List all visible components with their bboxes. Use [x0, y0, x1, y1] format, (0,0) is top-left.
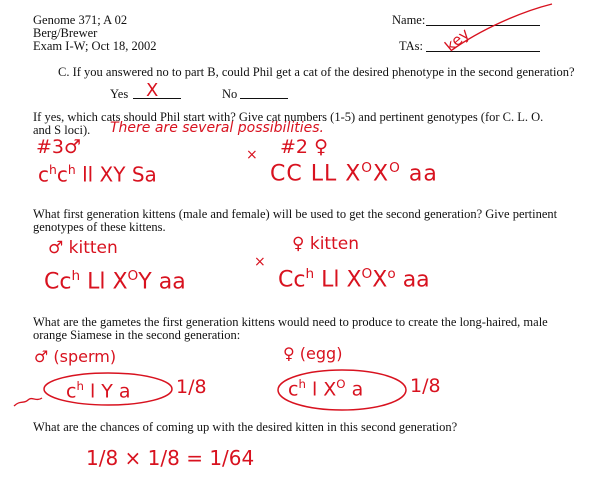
female-symbol-icon: ♀ [314, 136, 328, 158]
no-label: No [222, 87, 238, 101]
squiggle-icon [14, 398, 42, 406]
sperm-oval-icon [44, 373, 172, 405]
parents-prompt-line2: and S loci). [33, 123, 91, 137]
male-kitten-label: ♂ kitten [48, 238, 118, 258]
tas-label: TAs: [399, 39, 423, 53]
gametes-prompt-line1: What are the gametes the first generation kittens would need to produce to create the long-haired, male [33, 315, 548, 329]
male-kitten-genotype: Cc$^h$ Ll $X^OY$ aa [44, 268, 186, 295]
egg-genotype: $c^h$ l $X^O$ a [288, 377, 364, 401]
parents-prompt-line1: If yes, which cats should Phil start with? Give cat numbers (1-5) and pertinent genotypes (for C. L. O. [33, 110, 544, 124]
instructors-label: Berg/Brewer [33, 26, 98, 40]
male-parent-genotype: $c^hc^h$ ll XY Sa [38, 162, 157, 187]
female-kitten-genotype: Cc$^h$ Ll $X^OX^o$ aa [278, 266, 430, 293]
egg-oval-icon [278, 370, 406, 410]
question-c-prompt: C. If you answered no to part B, could Phil get a cat of the desired phenotype in the second generation? [58, 65, 575, 79]
female-parent-number: #2 ♀ [280, 136, 328, 158]
sperm-label: ♂ (sperm) [34, 347, 117, 366]
yes-mark: X [146, 80, 159, 101]
chance-answer: 1/8 × 1/8 = 1/64 [86, 446, 255, 470]
yes-label: Yes [110, 87, 129, 101]
several-possibilities-note: There are several possibilities. [110, 120, 324, 136]
male-parent-number: #3♂ [36, 136, 82, 158]
gametes-prompt-line2: orange Siamese in the second generation: [33, 328, 241, 342]
first-gen-prompt-line1: What first generation kittens (male and female) will be used to get the second generation? Give pertinent [33, 207, 558, 221]
exam-label: Exam I-W; Oct 18, 2002 [33, 39, 157, 53]
chance-prompt: What are the chances of coming up with the desired kitten in this second generation? [33, 420, 458, 434]
egg-probability: 1/8 [410, 375, 441, 397]
parents-cross-symbol: × [246, 147, 258, 163]
sperm-genotype: $c^h$ l Y a [66, 379, 131, 403]
male-symbol-icon: ♂ [64, 136, 82, 158]
key-stroke-icon [452, 4, 552, 50]
name-handwritten: key [441, 24, 473, 56]
name-label: Name: [392, 13, 426, 27]
female-parent-genotype: CC LL $X^OX^O$ aa [270, 160, 438, 187]
first-gen-prompt-line2: genotypes of these kittens. [33, 220, 166, 234]
first-gen-cross-symbol: × [254, 254, 266, 270]
course-label: Genome 371; A 02 [33, 13, 128, 27]
sperm-probability: 1/8 [176, 376, 207, 398]
female-kitten-label: ♀ kitten [292, 234, 359, 254]
egg-label: ♀ (egg) [283, 344, 343, 363]
